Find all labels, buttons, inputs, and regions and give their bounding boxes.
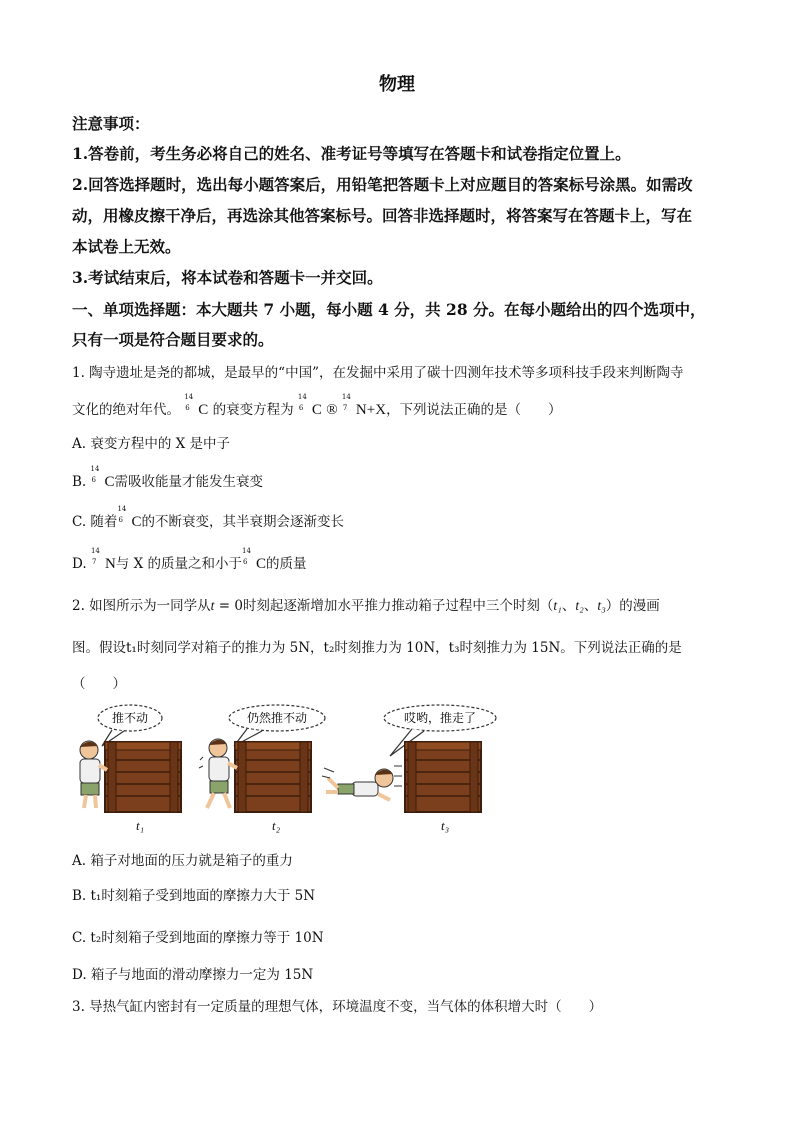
time-label-t3: t₃ — [441, 818, 450, 833]
crate-3 — [394, 742, 481, 812]
q1-option-d[interactable]: D. 14 7 N与 X 的质量之和小于 14 6 C的质量 — [72, 547, 307, 572]
q2-stem-line3: （ ） — [72, 676, 126, 692]
bubble-3-text: 哎哟，推走了 — [403, 711, 477, 725]
q3-stem: 3. 导热气缸内密封有一定质量的理想气体，环境温度不变，当气体的体积增大时（ ） — [72, 999, 603, 1015]
q2-option-b[interactable]: B. t₁时刻箱子受到地面的摩擦力大于 5N — [72, 888, 316, 904]
q2-option-a[interactable]: A. 箱子对地面的压力就是箱子的重力 — [72, 853, 293, 869]
section-heading: 一、单项选择题：本大题共 7 小题，每小题 4 分，共 28 分。在每小题给出的四个选项中， — [72, 300, 706, 319]
notice-item-2: 2.回答选择题时，选出每小题答案后，用铅笔把答题卡上对应题目的答案标号涂黑。如需改 — [72, 175, 693, 194]
crate-1 — [105, 742, 181, 812]
q1-stem-line2: 文化的绝对年代。 14 6 C 的衰变方程为 14 6 C ® 14 7 N+X，下列说法正确的是（ ） — [72, 393, 562, 418]
notice-item-3: 3.考试结束后，将本试卷和答题卡一并交回。 — [72, 268, 383, 287]
time-label-t2: t₂ — [272, 818, 281, 833]
q2-cartoon-figure — [72, 700, 522, 845]
section-heading-cont: 只有一项是符合题目要求的。 — [72, 330, 274, 349]
n14-isotope: 14 7 — [341, 393, 351, 412]
boy-3 — [322, 768, 393, 800]
reaction-arrow: ® — [326, 402, 338, 418]
q2-option-c[interactable]: C. t₂时刻箱子受到地面的摩擦力等于 10N — [72, 930, 324, 946]
q1-stem-text-2: 的衰变方程为 — [212, 402, 294, 418]
q1-option-c[interactable]: C. 随着 14 6 C的不断衰变，其半衰期会逐渐变长 — [72, 505, 344, 530]
q2-stem-line2: 图。假设t₁时刻同学对箱子的推力为 5N，t₂时刻推力为 10N，t₃时刻推力为 15N。下列说法正确的是 — [72, 640, 682, 656]
notice-item-2-cont: 动，用橡皮擦干净后，再选涂其他答案标号。回答非选择题时，将答案写在答题卡上，写在 — [72, 206, 693, 225]
q1-option-a[interactable]: A. 衰变方程中的 X 是中子 — [72, 436, 231, 452]
crate-2 — [235, 742, 311, 812]
q2-stem-line1: 2. 如图所示为一同学从t = 0时刻起逐渐增加水平推力推动箱子过程中三个时刻（t₁、t₂、t₃）的漫画 — [72, 598, 660, 614]
bubble-2-text: 仍然推不动 — [246, 711, 308, 725]
page-title: 物理 — [379, 74, 415, 95]
boy-2 — [199, 739, 237, 808]
q1-stem-text: 文化的绝对年代。 — [72, 402, 180, 418]
notice-item-1: 1.答卷前，考生务必将自己的姓名、准考证号等填写在答题卡和试卷指定位置上。 — [72, 144, 631, 163]
notice-heading: 注意事项： — [72, 114, 150, 133]
time-label-t1: t₁ — [136, 818, 145, 833]
notice-item-2-end: 本试卷上无效。 — [72, 237, 181, 256]
q1-option-b[interactable]: B. 14 6 C需吸收能量才能发生衰变 — [72, 465, 264, 490]
boy-1 — [80, 741, 107, 808]
q2-option-d[interactable]: D. 箱子与地面的滑动摩擦力一定为 15N — [72, 967, 314, 983]
bubble-1-text: 推不动 — [111, 711, 149, 725]
c14-symbol: C — [198, 402, 209, 418]
q1-stem-line1: 1. 陶寺遗址是尧的都城，是最早的“中国”，在发掘中采用了碳十四测年技术等多项科技手段来判断陶寺 — [72, 365, 684, 381]
c14-isotope: 14 6 — [184, 393, 194, 412]
